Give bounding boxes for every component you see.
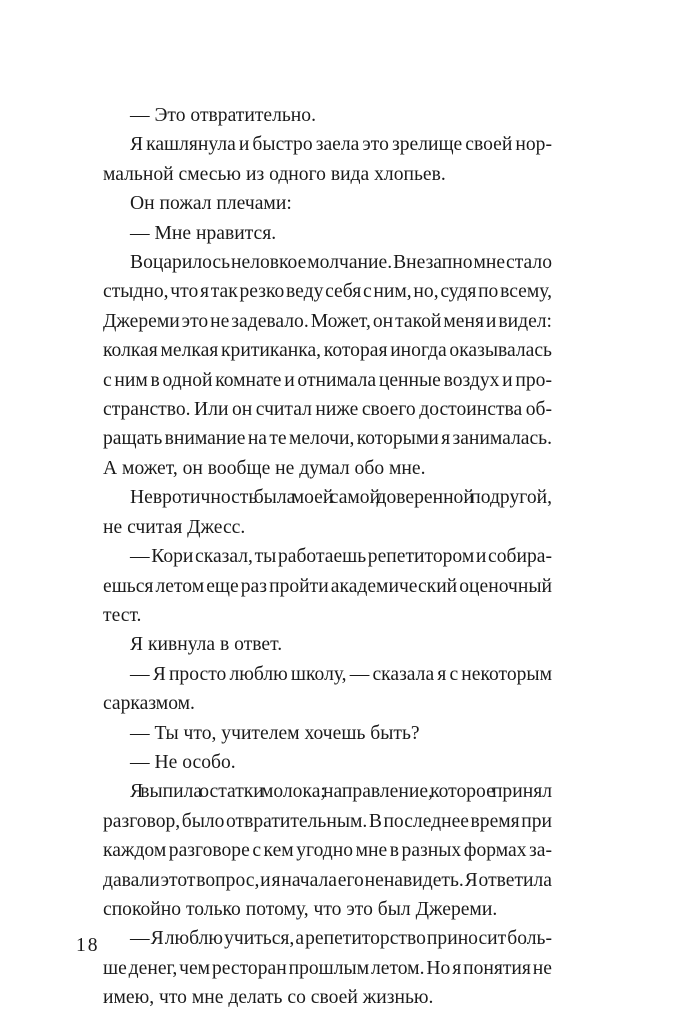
- paragraph: [103, 719, 579, 748]
- text-line: ешься летом еще раз пройти академический оценочный: [103, 575, 552, 597]
- text-line: Невротичность была моей самой доверенной подругой,: [130, 487, 552, 509]
- text-line: каждом разговоре с кем угодно мне в разных формах за-: [103, 840, 552, 862]
- text-line: Он пожал плечами:: [130, 193, 292, 215]
- text-line: тест.: [103, 604, 142, 626]
- text-line: разговор, было отвратительным. В последнее время при: [103, 810, 552, 832]
- text-line: не считая Джесс.: [103, 516, 246, 538]
- text-line: А может, он вообще не думал обо мне.: [103, 457, 426, 479]
- text-line: — Я люблю учиться, а репетиторство приносит боль-: [130, 928, 552, 950]
- paragraph: [103, 101, 579, 130]
- paragraph: [103, 483, 579, 542]
- text-line: стыдно, что я так резко веду себя с ним, но, судя по всему,: [103, 281, 552, 303]
- text-line: Воцарилось неловкое молчание. Внезапно мне стало: [130, 252, 552, 274]
- paragraph: [103, 660, 579, 719]
- text-line: имею, что мне делать со своей жизнью.: [103, 987, 434, 1009]
- text-line: Я выпила остатки молока; направление, которое принял: [130, 781, 552, 803]
- text-line: давали этот вопрос, и я начала его ненавидеть. Я ответила: [103, 869, 552, 891]
- paragraph: [103, 924, 579, 1012]
- page-number: 18: [76, 935, 100, 956]
- text-line: Я кашлянула и быстро заела это зрелище своей нор-: [130, 134, 552, 156]
- text-line: — Ты что, учителем хочешь быть?: [130, 722, 420, 744]
- body-text: [103, 101, 579, 1013]
- text-line: Я кивнула в ответ.: [130, 634, 283, 656]
- text-line: с ним в одной комнате и отнимала ценные воздух и про-: [103, 369, 552, 391]
- text-line: сарказмом.: [103, 693, 195, 715]
- paragraph: [103, 748, 579, 777]
- text-line: ращать внимание на те мелочи, которыми я занималась.: [103, 428, 552, 450]
- paragraph: [103, 630, 579, 659]
- paragraph: [103, 130, 579, 189]
- text-line: колкая мелкая критиканка, которая иногда оказывалась: [103, 340, 552, 362]
- text-line: ше денег, чем ресторан прошлым летом. Но я понятия не: [103, 957, 552, 979]
- text-line: — Мне нравится.: [130, 222, 277, 244]
- text-line: мальной смесью из одного вида хлопьев.: [103, 163, 446, 185]
- text-line: спокойно только потому, что это был Джереми.: [103, 898, 498, 920]
- text-line: — Я просто люблю школу, — сказала я с некоторым: [130, 663, 552, 685]
- paragraph: [103, 777, 579, 924]
- paragraph: [103, 189, 579, 218]
- text-line: Джереми это не задевало. Может, он такой меня и видел:: [103, 310, 552, 332]
- paragraph: [103, 219, 579, 248]
- text-line: странство. Или он считал ниже своего достоинства об-: [103, 399, 552, 421]
- text-line: — Это отвратительно.: [130, 105, 316, 126]
- paragraph: [103, 248, 579, 483]
- paragraph: [103, 542, 579, 630]
- text-line: — Кори сказал, ты работаешь репетитором и собира-: [130, 546, 552, 568]
- text-line: — Не особо.: [130, 751, 236, 773]
